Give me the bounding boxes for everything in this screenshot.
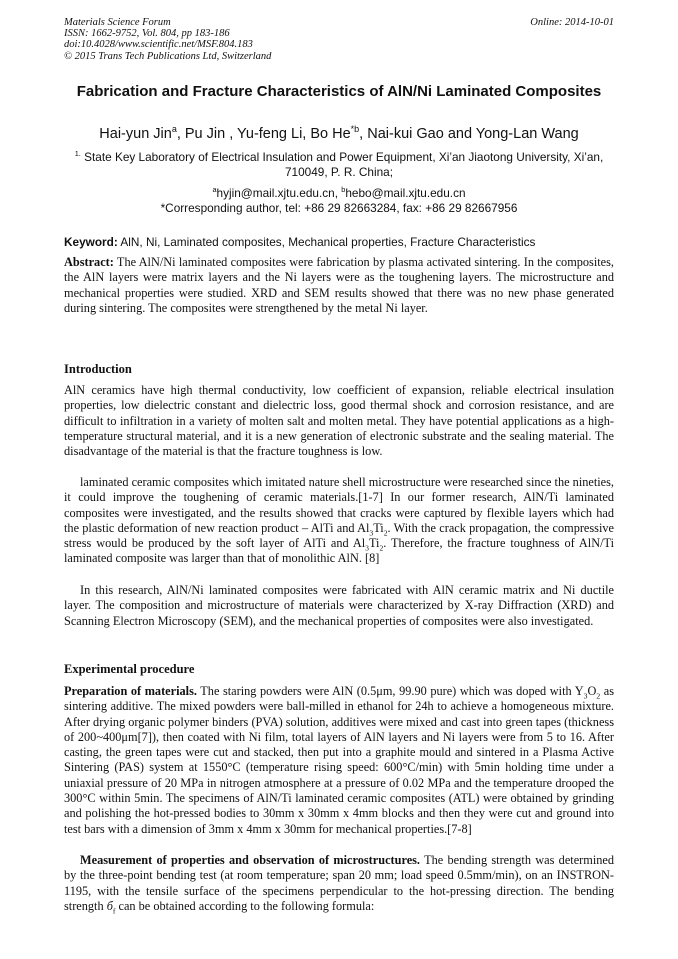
- text-run: . Therefore, the fracture toughness of AlN/Ti laminated composite was larger than that of monolithic AlN. [8]: [64, 536, 614, 566]
- preparation-label: Preparation of materials.: [64, 684, 197, 698]
- abstract: [64, 255, 614, 316]
- corresponding-author: *Corresponding author, tel: +86 29 82663284, fax: +86 29 82667956: [160, 200, 518, 215]
- text-run: as sintering additive. The mixed powders were ball-milled in ethanol for 24h to achieve a homogeneous mixture. After drying organic polymer binders (PVA) solution, additives were mixed and cast into green tapes (thickness of 200~400μm[7]), then coated with Ni film, total layers of AlN layers and Ni layers were from 5 to 16. After casting, the green tapes were cut and stacked, then put into a graphite mould and sintered in a Plasma Active Sintering (PAS) system at 1550°C (temperature rising speed: 600°C/min) with 5min holding time under a uniaxial pressure of 20 MPa in nitrogen atmosphere at a pressure of 0.02 MPa and the temperature drooped the 300°C within 5min. The specimens of AlN/Ti laminated ceramic composites (ATL) were obtained by grinding and polishing the hot-pressed bodies to 30mm x 30mm x 4mm blocks and then they were cut and ground into test bars with a dimension of 3mm x 4mm x 30mm for mechanical properties.[7-8]: [64, 684, 614, 836]
- keywords: [64, 235, 614, 249]
- paper-title: Fabrication and Fracture Characteristics of AlN/Ni Laminated Composites: [76, 83, 602, 100]
- subscript: f: [112, 906, 116, 916]
- subscript: 2: [596, 691, 601, 701]
- text-run: The bending strength was determined by the three-point bending test (at room temperature; span 20 mm; load speed 0.5mm/min), on an INSTRON-1195, with the tensile surface of the specimens perpendicular to the hot-pressing direction. The bending strength: [64, 853, 614, 913]
- affiliation-text: State Key Laboratory of Electrical Insulation and Power Equipment, Xi’an Jiaotong University, Xi’an, 710049, P. R. China;: [80, 150, 604, 179]
- issn-line: ISSN: 1662-9752, Vol. 804, pp 183-186: [64, 28, 230, 40]
- copyright-line: © 2015 Trans Tech Publications Ltd, Switzerland: [64, 50, 272, 62]
- doi-line: doi:10.4028/www.scientific.net/MSF.804.183: [64, 39, 253, 51]
- text-run: The staring powders were AlN (0.5μm, 99.90 pure) which was doped with Y: [196, 684, 584, 698]
- author-sup: *b: [350, 124, 360, 135]
- author-sup: a: [171, 124, 177, 135]
- text-run: Ti: [368, 536, 380, 551]
- intro-paragraph-1: AlN ceramics have high thermal conductivity, low coefficient of expansion, reliable electrical insulation properties, low dielectric constant and dielectric loss, good thermal shock and corrosion resistance, and are difficult to infiltration in a variety of molten salt and molten metal. They have potential applications as a high-temperature structural material, and it is a new generation of electronic substrate and the sealing material. The disadvantage of the material is that the fracture toughness is low.: [64, 383, 614, 459]
- text-run: laminated ceramic composites which imitated nature shell microstructure were researched since the nineties, it could improve the toughening of ceramic materials.[1-7] In our former research, AlN/Ti laminated composites were investigated, and the results showed that cracks were captured by flexible layers which had the plastic deformation of new reaction product – AlTi and Al: [64, 475, 614, 535]
- email-line: [64, 186, 614, 201]
- author-name: Hai-yun Jin: [99, 126, 172, 142]
- email-a: hyjin@mail.xjtu.edu.cn,: [216, 186, 342, 200]
- experimental-heading: Experimental procedure: [64, 662, 195, 676]
- email-sup: a: [212, 185, 217, 195]
- contact-info: [64, 186, 614, 215]
- preparation-paragraph: [64, 684, 614, 837]
- journal-name: Materials Science Forum: [64, 17, 171, 28]
- journal-header: [64, 17, 271, 62]
- online-date: Online: 2014-10-01: [530, 17, 614, 28]
- author-list: [64, 126, 614, 142]
- subscript: 2: [383, 528, 388, 538]
- intro-paragraph-2: [64, 475, 614, 567]
- measurement-paragraph: [64, 853, 614, 914]
- keywords-text: AlN, Ni, Laminated composites, Mechanical properties, Fracture Characteristics: [117, 235, 536, 249]
- sigma-symbol: б: [106, 898, 113, 913]
- text-run: Ti: [373, 520, 384, 535]
- subscript: 3: [369, 528, 374, 538]
- affiliation: [74, 150, 604, 180]
- subscript: 3: [583, 691, 588, 701]
- affiliation-mark: 1.: [74, 149, 81, 159]
- author-names: , Pu Jin , Yu-feng Li, Bo He: [176, 126, 351, 142]
- abstract-label: Abstract:: [64, 255, 114, 269]
- text-run: can be obtained according to the following formula:: [115, 898, 375, 913]
- email-b: hebo@mail.xjtu.edu.cn: [345, 186, 466, 200]
- author-names: , Nai-kui Gao and Yong-Lan Wang: [359, 126, 579, 142]
- subscript: 3: [365, 543, 369, 553]
- subscript: 2: [379, 543, 384, 553]
- measurement-label: Measurement of properties and observation of microstructures.: [80, 853, 421, 867]
- text-run: . With the crack propagation, the compressive stress would be produced by the soft layer of AlTi and Al: [64, 520, 614, 551]
- intro-paragraph-3: In this research, AlN/Ni laminated composites were fabricated with AlN ceramic matrix and Ni ductile layer. The composition and microstructure of materials were characterized by X-ray Diffraction (XRD) and Scanning Electron Microscopy (SEM), and the mechanical properties of composites were also investigated.: [64, 583, 614, 628]
- introduction-heading: Introduction: [64, 362, 132, 376]
- text-run: O: [587, 684, 597, 698]
- keywords-label: Keyword:: [64, 235, 118, 249]
- abstract-text: The AlN/Ni laminated composites were fabrication by plasma activated sintering. In the composites, the AlN layers were matrix layers and the Ni layers were as the toughening layers. The microstructure and mechanical properties were studied. XRD and SEM results showed that there was no new phase generated during sintering. The composites were strengthened by the metal Ni layer.: [64, 255, 614, 315]
- email-sup: b: [341, 185, 346, 195]
